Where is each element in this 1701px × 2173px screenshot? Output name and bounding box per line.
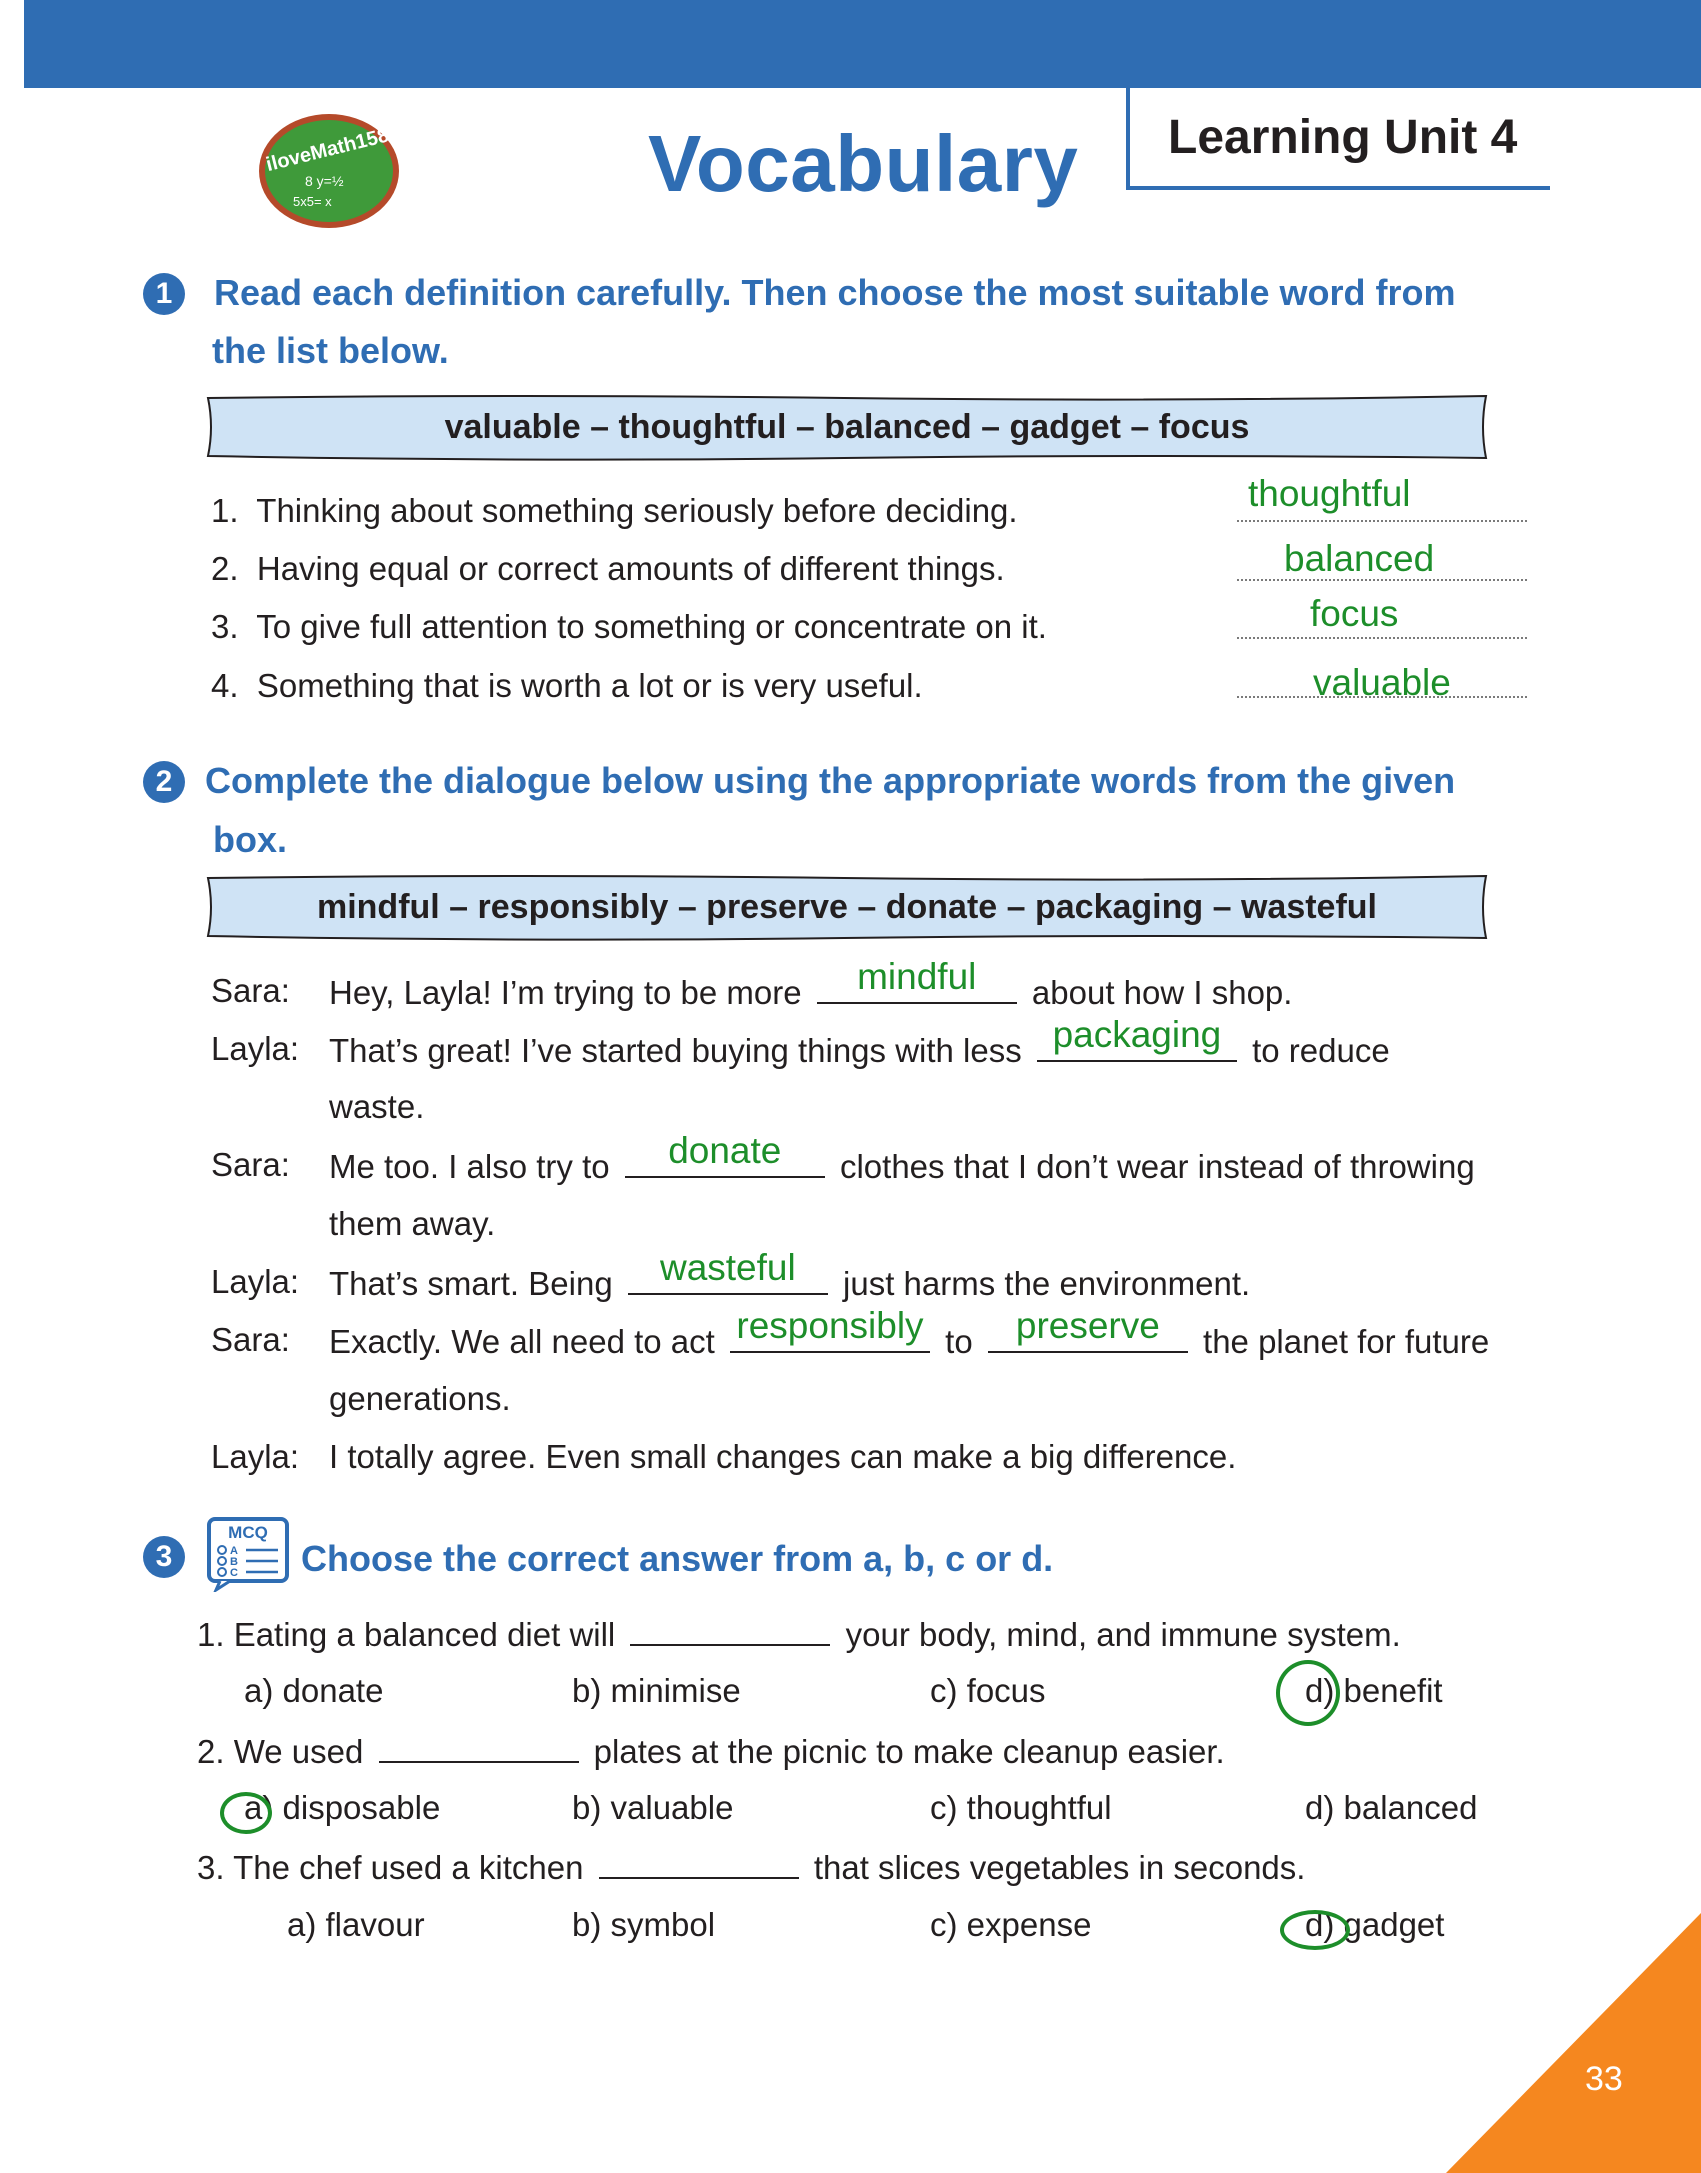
option-c[interactable]: c) focus <box>930 1672 1046 1709</box>
svg-text:C: C <box>230 1567 238 1579</box>
fill-blank[interactable]: preserve <box>988 1321 1188 1353</box>
dialogue-continuation: generations. <box>329 1380 511 1417</box>
fill-blank[interactable]: donate <box>625 1146 825 1178</box>
section-1-number: 1 <box>143 273 185 315</box>
handwritten-answer: thoughtful <box>1248 473 1411 514</box>
mcq-icon-label: MCQ <box>228 1523 268 1542</box>
handwritten-answer: balanced <box>1284 538 1435 579</box>
section-3-instruction: Choose the correct answer from a, b, c or d. <box>301 1538 1054 1579</box>
unit-label: Learning Unit 4 <box>1168 111 1518 164</box>
svg-text:A: A <box>230 1545 238 1557</box>
fill-blank[interactable]: wasteful <box>628 1263 828 1295</box>
dialogue-line: Me too. I also try to donate clothes that I don’t wear instead of throwing <box>329 1130 1475 1185</box>
speaker-name: Sara: <box>211 972 290 1009</box>
fill-blank[interactable]: packaging <box>1037 1030 1237 1062</box>
definition-item: 4. Something that is worth a lot or is very useful. <box>211 667 923 704</box>
speaker-name: Layla: <box>211 1438 300 1475</box>
option-c[interactable]: c) thoughtful <box>930 1789 1112 1826</box>
answer-line[interactable] <box>1237 637 1527 639</box>
page-title: Vocabulary <box>648 119 1079 208</box>
unit-label-box <box>1126 88 1550 190</box>
fill-blank[interactable] <box>630 1614 830 1646</box>
fill-blank[interactable] <box>379 1731 579 1763</box>
question-3: 3. The chef used a kitchen that slices vegetables in seconds. <box>197 1849 1306 1886</box>
dialogue-continuation: waste. <box>329 1088 425 1125</box>
page-number: 33 <box>1585 2060 1623 2098</box>
section-2-number: 2 <box>143 761 185 803</box>
option-b[interactable]: b) symbol <box>572 1906 716 1943</box>
fill-blank[interactable]: responsibly <box>730 1321 930 1353</box>
svg-text:5x5= x: 5x5= x <box>293 194 332 209</box>
option-c[interactable]: c) expense <box>930 1906 1092 1943</box>
corner-triangle <box>1446 1913 1701 2173</box>
fill-blank[interactable]: mindful <box>817 972 1017 1004</box>
speaker-name: Layla: <box>211 1030 300 1067</box>
handwritten-answer: valuable <box>1313 662 1451 703</box>
ilovemath-logo <box>255 110 403 232</box>
logo-text: iloveMath158 <box>263 124 392 177</box>
speaker-name: Layla: <box>211 1263 300 1300</box>
section-1-instruction-line1: Read each definition carefully. Then choose the most suitable word from <box>214 272 1456 313</box>
dialogue-line: That’s smart. Being wasteful just harms the environment. <box>329 1247 1251 1302</box>
option-a[interactable]: a) donate <box>244 1672 384 1709</box>
selected-answer-circle <box>1276 1660 1340 1726</box>
option-a[interactable]: a) flavour <box>287 1906 425 1943</box>
svg-text:8 y=½: 8 y=½ <box>305 173 344 189</box>
option-a[interactable]: a) disposable <box>244 1789 441 1826</box>
section-2-word-list: mindful – responsibly – preserve – donate – packaging – wasteful <box>316 887 1377 926</box>
dialogue-line: Exactly. We all need to act responsibly to preserve the planet for future <box>329 1305 1490 1360</box>
section-2-word-box <box>204 872 1490 942</box>
definition-item: 3. To give full attention to something or concentrate on it. <box>211 608 1047 645</box>
mcq-icon <box>206 1516 290 1592</box>
dialogue-continuation: them away. <box>329 1205 496 1242</box>
dialogue-line: That’s great! I’ve started buying things with less packaging to reduce <box>329 1014 1390 1069</box>
fill-blank[interactable] <box>599 1847 799 1879</box>
selected-answer-circle <box>220 1792 272 1834</box>
section-1-instruction-line2: the list below. <box>212 330 449 371</box>
option-d[interactable]: d) balanced <box>1305 1789 1478 1826</box>
section-1-word-box <box>204 392 1490 462</box>
selected-answer-circle <box>1280 1910 1350 1950</box>
option-d[interactable]: d) benefit <box>1305 1672 1443 1709</box>
option-d[interactable]: d) gadget <box>1305 1906 1445 1943</box>
answer-line[interactable] <box>1237 520 1527 522</box>
section-1-word-list: valuable – thoughtful – balanced – gadget – focus <box>444 407 1250 446</box>
definition-item: 2. Having equal or correct amounts of different things. <box>211 550 1005 587</box>
section-3-number: 3 <box>143 1536 185 1578</box>
definition-item: 1. Thinking about something seriously before deciding. <box>211 492 1018 529</box>
question-2: 2. We used plates at the picnic to make cleanup easier. <box>197 1733 1225 1770</box>
dialogue-line: I totally agree. Even small changes can make a big difference. <box>329 1438 1237 1475</box>
handwritten-answer: focus <box>1310 593 1399 634</box>
dialogue-line: Hey, Layla! I’m trying to be more mindful about how I shop. <box>329 956 1293 1011</box>
section-2-instruction-line1: Complete the dialogue below using the appropriate words from the given <box>205 760 1456 801</box>
speaker-name: Sara: <box>211 1321 290 1358</box>
header-bar <box>24 0 1701 88</box>
speaker-name: Sara: <box>211 1146 290 1183</box>
option-b[interactable]: b) minimise <box>572 1672 741 1709</box>
svg-text:B: B <box>230 1556 238 1568</box>
question-1: 1. Eating a balanced diet will your body, mind, and immune system. <box>197 1616 1401 1653</box>
option-b[interactable]: b) valuable <box>572 1789 734 1826</box>
section-2-instruction-line2: box. <box>213 819 288 860</box>
